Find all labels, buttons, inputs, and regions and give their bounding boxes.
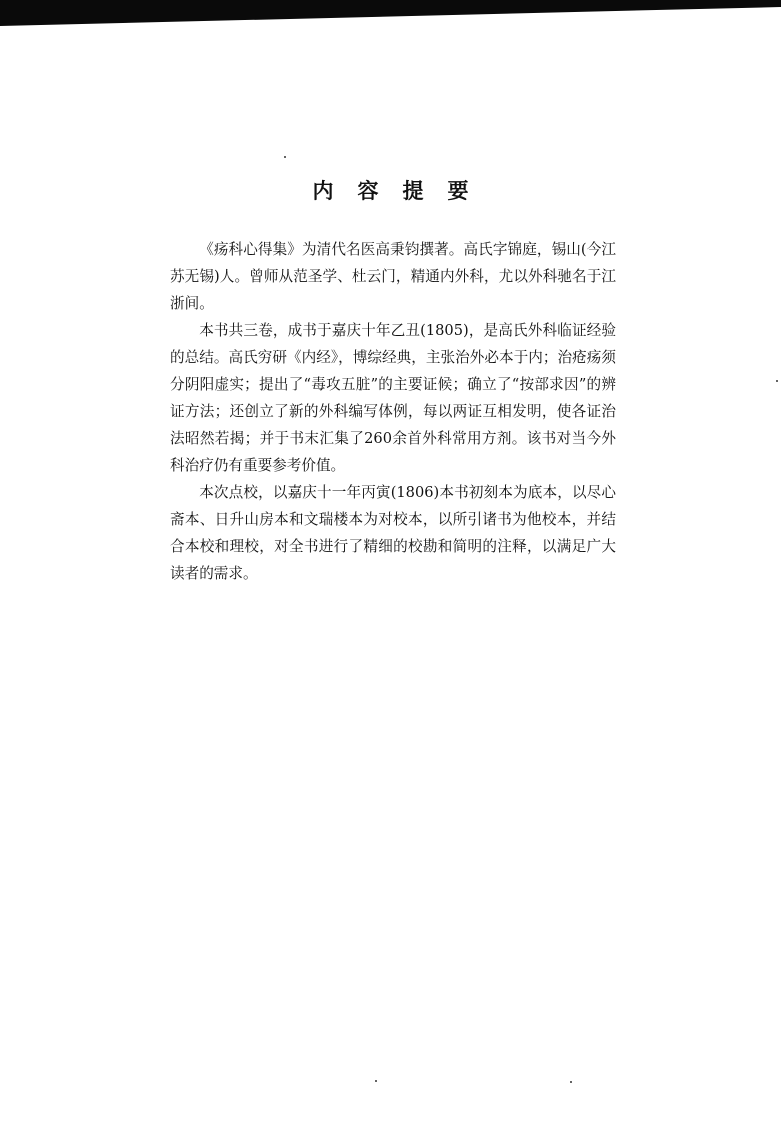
paragraph-author: 《疡科心得集》为清代名医高秉钧撰著。高氏字锦庭，锡山(今江苏无锡)人。曾师从范圣学、杜云门，精通内外科，尤以外科驰名于江浙间。: [170, 241, 616, 312]
summary-body: [170, 236, 616, 587]
scan-speck: [570, 1081, 572, 1083]
scan-speck: [375, 1080, 377, 1082]
paragraph-content: 本书共三卷，成书于嘉庆十年乙丑(1805)，是高氏外科临证经验的总结。高氏穷研《内经》，博综经典，主张治外必本于内；治疮疡须分阴阳虚实；提出了“毒攻五脏”的主要证候；确立了“按部求因”的辨证方法；还创立了新的外科编写体例，每以两证互相发明，使各证治法昭然若揭；并于书末汇集了260余首外科常用方剂。该书对当今外科治疗仍有重要参考价值。: [170, 322, 616, 474]
scan-edge-shadow: [0, 0, 781, 28]
scan-speck: [284, 156, 286, 158]
paragraph-collation: 本次点校，以嘉庆十一年丙寅(1806)本书初刻本为底本，以尽心斋本、日升山房本和文瑞楼本为对校本，以所引诸书为他校本，并结合本校和理校，对全书进行了精细的校勘和简明的注释，以满足广大读者的需求。: [170, 484, 616, 582]
scan-speck: [776, 380, 778, 382]
page-title: 内容提要: [312, 179, 493, 203]
